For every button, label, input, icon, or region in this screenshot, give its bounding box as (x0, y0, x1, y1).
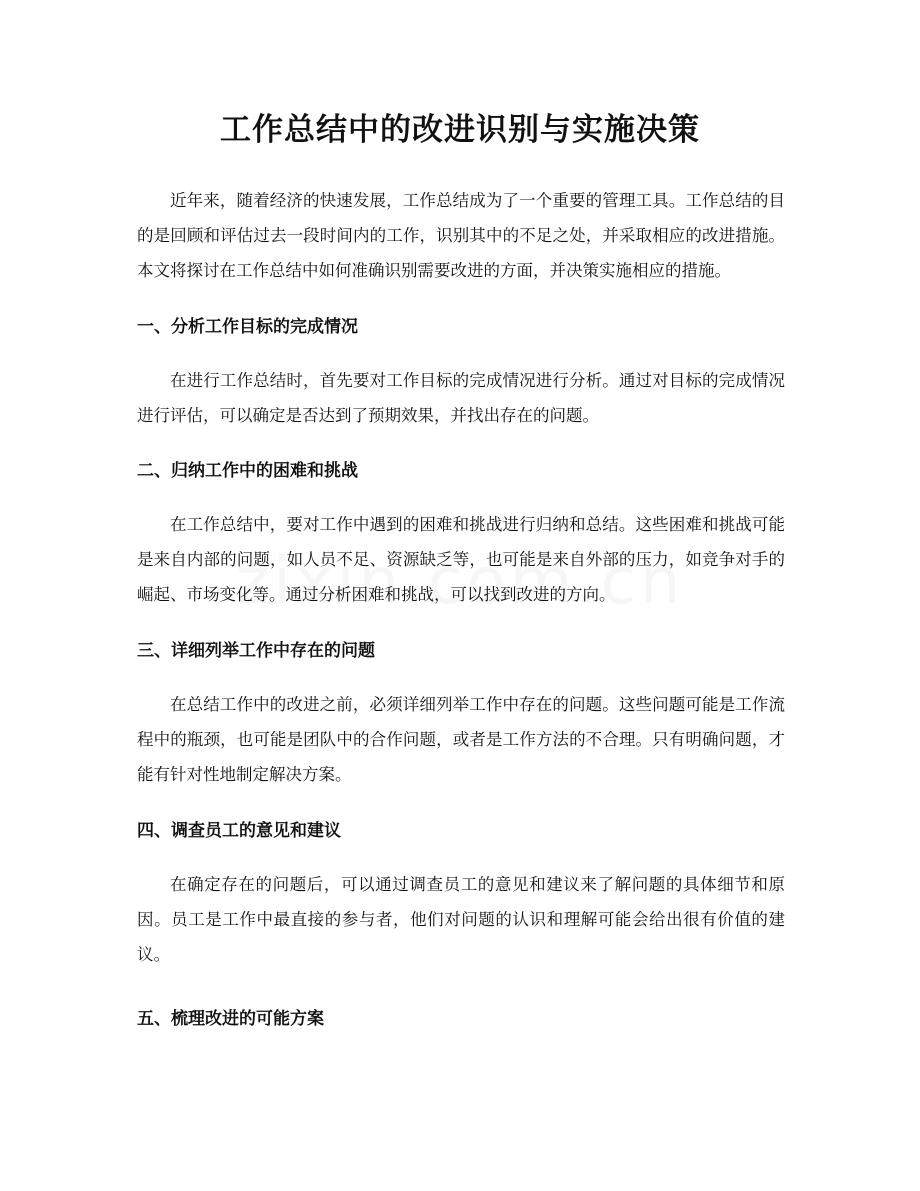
section-2 (137, 454, 785, 612)
section-3 (137, 634, 785, 792)
section-paragraph: 在工作总结中，要对工作中遇到的困难和挑战进行归纳和总结。这些困难和挑战可能是来自内部的问题，如人员不足、资源缺乏等，也可能是来自外部的压力，如竞争对手的崛起、市场变化等。通过分析困难和挑战，可以找到改进的方向。 (137, 515, 785, 604)
intro-paragraph: 近年来，随着经济的快速发展，工作总结成为了一个重要的管理工具。工作总结的目的是回顾和评估过去一段时间内的工作，识别其中的不足之处，并采取相应的改进措施。本文将探讨在工作总结中如何准确识别需要改进的方面，并决策实施相应的措施。 (137, 191, 785, 280)
section-4 (137, 814, 785, 972)
section-paragraph: 在确定存在的问题后，可以通过调查员工的意见和建议来了解问题的具体细节和原因。员工是工作中最直接的参与者，他们对问题的认识和理解可能会给出很有价值的建议。 (137, 875, 785, 964)
section-1 (137, 310, 785, 433)
document-body (137, 183, 785, 1037)
section-heading: 三、详细列举工作中存在的问题 (137, 641, 375, 661)
section-heading: 一、分析工作目标的完成情况 (137, 317, 358, 337)
section-heading: 二、归纳工作中的困难和挑战 (137, 461, 358, 481)
section-paragraph: 在进行工作总结时，首先要对工作目标的完成情况进行分析。通过对目标的完成情况进行评估，可以确定是否达到了预期效果，并找出存在的问题。 (137, 371, 785, 425)
document-title: 工作总结中的改进识别与实施决策 (220, 112, 700, 148)
section-5 (137, 1002, 785, 1037)
section-heading: 五、梳理改进的可能方案 (137, 1009, 324, 1029)
section-paragraph: 在总结工作中的改进之前，必须详细列举工作中存在的问题。这些问题可能是工作流程中的瓶颈，也可能是团队中的合作问题，或者是工作方法的不合理。只有明确问题，才能有针对性地制定解决方案。 (137, 695, 785, 784)
section-heading: 四、调查员工的意见和建议 (137, 821, 341, 841)
